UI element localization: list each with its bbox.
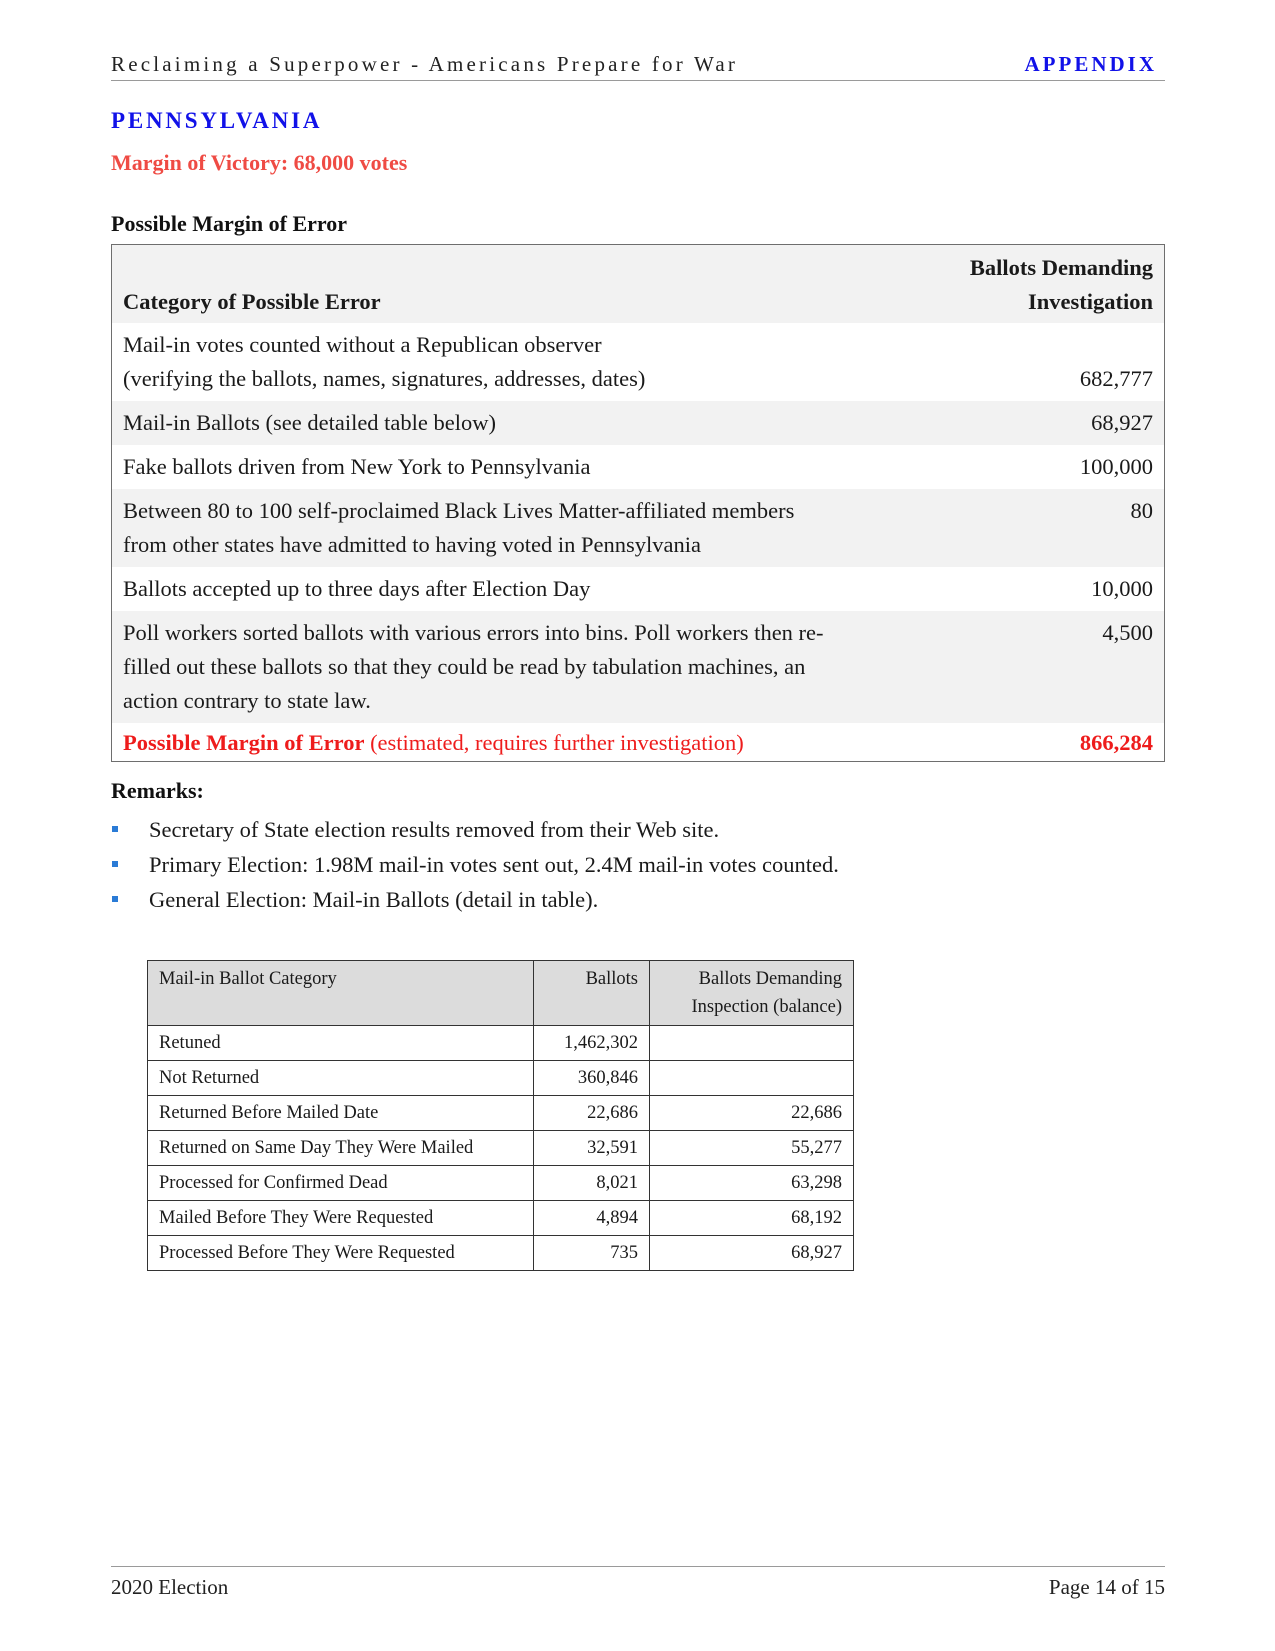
ballot-balance: 68,192: [650, 1201, 854, 1236]
possible-error-table: [111, 244, 1165, 762]
error-category-line: filled out these ballots so that they could be read by tabulation machines, an: [123, 654, 806, 679]
square-bullet-icon: [112, 896, 118, 902]
ballot-count: 32,591: [534, 1131, 650, 1166]
ballot-count: 1,462,302: [534, 1026, 650, 1061]
ballot-row: [148, 1166, 854, 1201]
error-category-line: action contrary to state law.: [123, 688, 371, 713]
remarks-heading: Remarks:: [111, 778, 204, 803]
error-category: Mail-in Ballots (see detailed table below): [123, 410, 497, 435]
total-label-cell: [112, 723, 941, 762]
column-header-balance-line1: Ballots Demanding: [698, 969, 842, 989]
error-value: 100,000: [1079, 454, 1153, 479]
ballot-table-header-row: [148, 961, 854, 1026]
document-title: Reclaiming a Superpower - Americans Prepare for War: [111, 52, 739, 76]
error-category: [112, 489, 941, 567]
ballot-row: [148, 1026, 854, 1061]
ballot-category: Mailed Before They Were Requested: [148, 1201, 534, 1236]
error-table-heading: Possible Margin of Error: [111, 211, 348, 236]
column-header-ballots-line2: Investigation: [1027, 289, 1153, 314]
error-category-line: from other states have admitted to having voted in Pennsylvania: [123, 532, 701, 557]
error-row: [112, 323, 1165, 401]
error-category: Ballots accepted up to three days after Election Day: [123, 576, 591, 601]
error-category: [112, 611, 941, 723]
ballot-balance: 63,298: [650, 1166, 854, 1201]
margin-of-victory: Margin of Victory: 68,000 votes: [111, 150, 408, 175]
ballot-category: Returned Before Mailed Date: [148, 1096, 534, 1131]
remark-item: [111, 847, 839, 882]
column-header-category: Category of Possible Error: [123, 289, 381, 314]
error-category-line: (verifying the ballots, names, signatures, addresses, dates): [123, 366, 646, 391]
remark-item: [111, 812, 839, 847]
error-table-header-row: [112, 245, 1165, 324]
column-header-ballots-count: Ballots: [534, 961, 650, 1026]
ballot-balance: [650, 1061, 854, 1096]
error-value: 682,777: [1079, 366, 1153, 391]
ballot-category: Processed Before They Were Requested: [148, 1236, 534, 1271]
column-header-mail-in-category: Mail-in Ballot Category: [148, 961, 534, 1026]
mail-in-ballot-table: [147, 960, 854, 1271]
error-row: [112, 567, 1165, 611]
page-header: [111, 50, 1165, 81]
ballot-row: [148, 1096, 854, 1131]
square-bullet-icon: [112, 826, 118, 832]
column-header-ballots: [941, 245, 1165, 324]
ballot-category: Not Returned: [148, 1061, 534, 1096]
page-number: Page 14 of 15: [1048, 1575, 1165, 1599]
ballot-balance: 68,927: [650, 1236, 854, 1271]
ballot-category: Returned on Same Day They Were Mailed: [148, 1131, 534, 1166]
ballot-balance: 22,686: [650, 1096, 854, 1131]
ballot-count: 4,894: [534, 1201, 650, 1236]
error-category: Fake ballots driven from New York to Pennsylvania: [123, 454, 591, 479]
footer-label: 2020 Election: [111, 1575, 229, 1599]
error-value: 4,500: [1102, 620, 1153, 645]
ballot-balance: [650, 1026, 854, 1061]
column-header-ballots-line1: Ballots Demanding: [969, 255, 1153, 280]
square-bullet-icon: [112, 861, 118, 867]
column-header-balance: [650, 961, 854, 1026]
ballot-row: [148, 1201, 854, 1236]
error-category-line: Poll workers sorted ballots with various errors into bins. Poll workers then re-: [123, 620, 824, 645]
total-label: Possible Margin of Error: [123, 730, 365, 755]
column-header-balance-line2: Inspection (balance): [691, 997, 842, 1017]
remark-text: Primary Election: 1.98M mail-in votes sent out, 2.4M mail-in votes counted.: [149, 852, 839, 877]
error-value: 68,927: [1091, 410, 1153, 435]
remark-item: [111, 882, 839, 917]
ballot-count: 8,021: [534, 1166, 650, 1201]
ballot-category: Retuned: [148, 1026, 534, 1061]
ballot-row: [148, 1061, 854, 1096]
error-category: [112, 323, 941, 401]
remark-text: Secretary of State election results removed from their Web site.: [149, 817, 720, 842]
ballot-count: 360,846: [534, 1061, 650, 1096]
error-category-line: Between 80 to 100 self-proclaimed Black Lives Matter-affiliated members: [123, 498, 795, 523]
page-footer: [111, 1566, 1165, 1607]
ballot-balance: 55,277: [650, 1131, 854, 1166]
state-title: PENNSYLVANIA: [111, 108, 323, 133]
ballot-count: 22,686: [534, 1096, 650, 1131]
error-row: [112, 445, 1165, 489]
total-value: 866,284: [1079, 730, 1153, 755]
error-row: [112, 611, 1165, 723]
error-value: 80: [1130, 498, 1153, 523]
remarks-list: [111, 812, 839, 917]
error-value: 10,000: [1091, 576, 1153, 601]
error-row: [112, 401, 1165, 445]
ballot-row: [148, 1236, 854, 1271]
ballot-count: 735: [534, 1236, 650, 1271]
remark-text: General Election: Mail-in Ballots (detail in table).: [149, 887, 599, 912]
section-label: APPENDIX: [1024, 52, 1157, 76]
error-row: [112, 489, 1165, 567]
error-total-row: [112, 723, 1165, 762]
total-note: (estimated, requires further investigation): [364, 730, 744, 755]
error-category-line: Mail-in votes counted without a Republican observer: [123, 332, 602, 357]
ballot-category: Processed for Confirmed Dead: [148, 1166, 534, 1201]
ballot-row: [148, 1131, 854, 1166]
